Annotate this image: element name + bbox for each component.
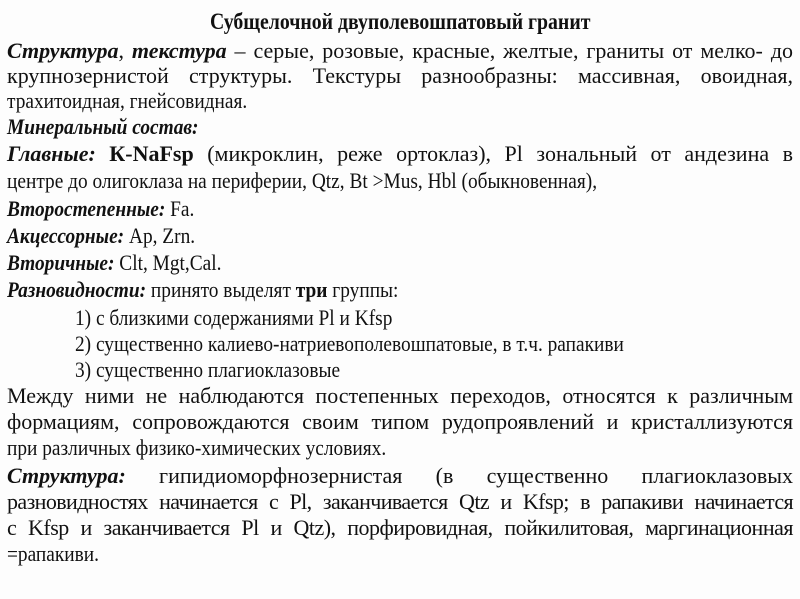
structure-texture-line-2 bbox=[7, 63, 793, 89]
line-text bbox=[7, 38, 793, 64]
separator: , bbox=[118, 38, 132, 63]
list-item: 1) с близкими содержаниями Pl и Kfsp bbox=[75, 305, 393, 330]
line-text: с Kfsp и заканчивается Pl и Qtz), порфировидная, пойкилитовая, маргинационная bbox=[7, 515, 793, 540]
variety-item-2 bbox=[75, 331, 775, 357]
varieties-text: принято выделят bbox=[146, 277, 296, 302]
accessory-value: Ap, Zrn. bbox=[124, 223, 196, 248]
list-item: 2) существенно калиево-натриевополевошпатовые, в т.ч. рапакиви bbox=[75, 331, 624, 356]
line-text: крупнозернистой структуры. Текстуры разнообразны: массивная, овоидная, bbox=[7, 63, 793, 88]
alteration-minerals bbox=[7, 250, 793, 276]
structure-label: Структура bbox=[7, 38, 119, 63]
secondary-value: Fa. bbox=[165, 196, 195, 221]
line-text: формациям, сопровождаются своим типом рудопроявлений и кристаллизуются bbox=[7, 409, 793, 434]
structure-line-3 bbox=[7, 515, 793, 541]
line-text bbox=[7, 141, 793, 167]
title-text: Субщелочной двуполевошпатовый гранит bbox=[209, 9, 591, 34]
varieties-bold: три bbox=[295, 277, 328, 302]
variety-item-3 bbox=[75, 357, 775, 383]
varieties-line bbox=[7, 277, 793, 303]
line-text: центре до олигоклаза на периферии, Qtz, Bt >Mus, Hbl (обыкновенная), bbox=[7, 168, 598, 193]
structure-line-1 bbox=[7, 463, 793, 489]
structure-text: гипидиоморфнозернистая (в существенно плагиоклазовых bbox=[125, 463, 793, 488]
structure-line-2 bbox=[7, 489, 793, 515]
secondary-minerals bbox=[7, 196, 793, 222]
accessory-minerals bbox=[7, 223, 793, 249]
heading-text: Минеральный состав: bbox=[7, 114, 199, 139]
list-item: 3) существенно плагиоклазовые bbox=[75, 357, 341, 382]
structure-texture-line-3 bbox=[7, 88, 793, 114]
line-text: Между ними не наблюдаются постепенных переходов, относятся к различным bbox=[7, 383, 793, 408]
slide-title bbox=[7, 9, 793, 35]
varieties-label: Разновидности: bbox=[7, 277, 147, 302]
texture-label: текстура bbox=[131, 38, 227, 63]
line-text: разновидностях начинается с Pl, заканчивается Qtz и Kfsp; в рапакиви начинается bbox=[7, 489, 793, 514]
structure-line-4 bbox=[7, 541, 793, 567]
secondary-label: Второстепенные: bbox=[7, 196, 166, 221]
main-bold-mineral: К-NaFsp bbox=[95, 141, 194, 166]
main-text: (микроклин, реже ортоклаз), Pl зональный от андезина в bbox=[193, 141, 793, 166]
alteration-label: Вторичные: bbox=[7, 250, 115, 275]
line-text: при различных физико-химических условиях. bbox=[7, 435, 387, 460]
alteration-value: Clt, Mgt,Cal. bbox=[114, 250, 222, 275]
line-text: =рапакиви. bbox=[7, 541, 100, 566]
varieties-text-after: группы: bbox=[327, 277, 399, 302]
variety-item-1 bbox=[75, 305, 775, 331]
structure-texture-line-1 bbox=[7, 38, 793, 64]
structure-label: Структура: bbox=[7, 463, 126, 488]
line-text bbox=[7, 463, 793, 489]
transitions-line-2 bbox=[7, 409, 793, 435]
transitions-line-3 bbox=[7, 435, 793, 461]
main-minerals-line-2 bbox=[7, 168, 793, 194]
transitions-line-1 bbox=[7, 383, 793, 409]
line-text: трахитоидная, гнейсовидная. bbox=[7, 88, 248, 113]
mineral-heading bbox=[7, 114, 793, 140]
structure-texture-text: – серые, розовые, красные, желтые, граниты от мелко- до bbox=[226, 38, 794, 63]
accessory-label: Акцессорные: bbox=[7, 223, 125, 248]
main-label: Главные: bbox=[7, 141, 96, 166]
main-minerals-line-1 bbox=[7, 141, 793, 167]
